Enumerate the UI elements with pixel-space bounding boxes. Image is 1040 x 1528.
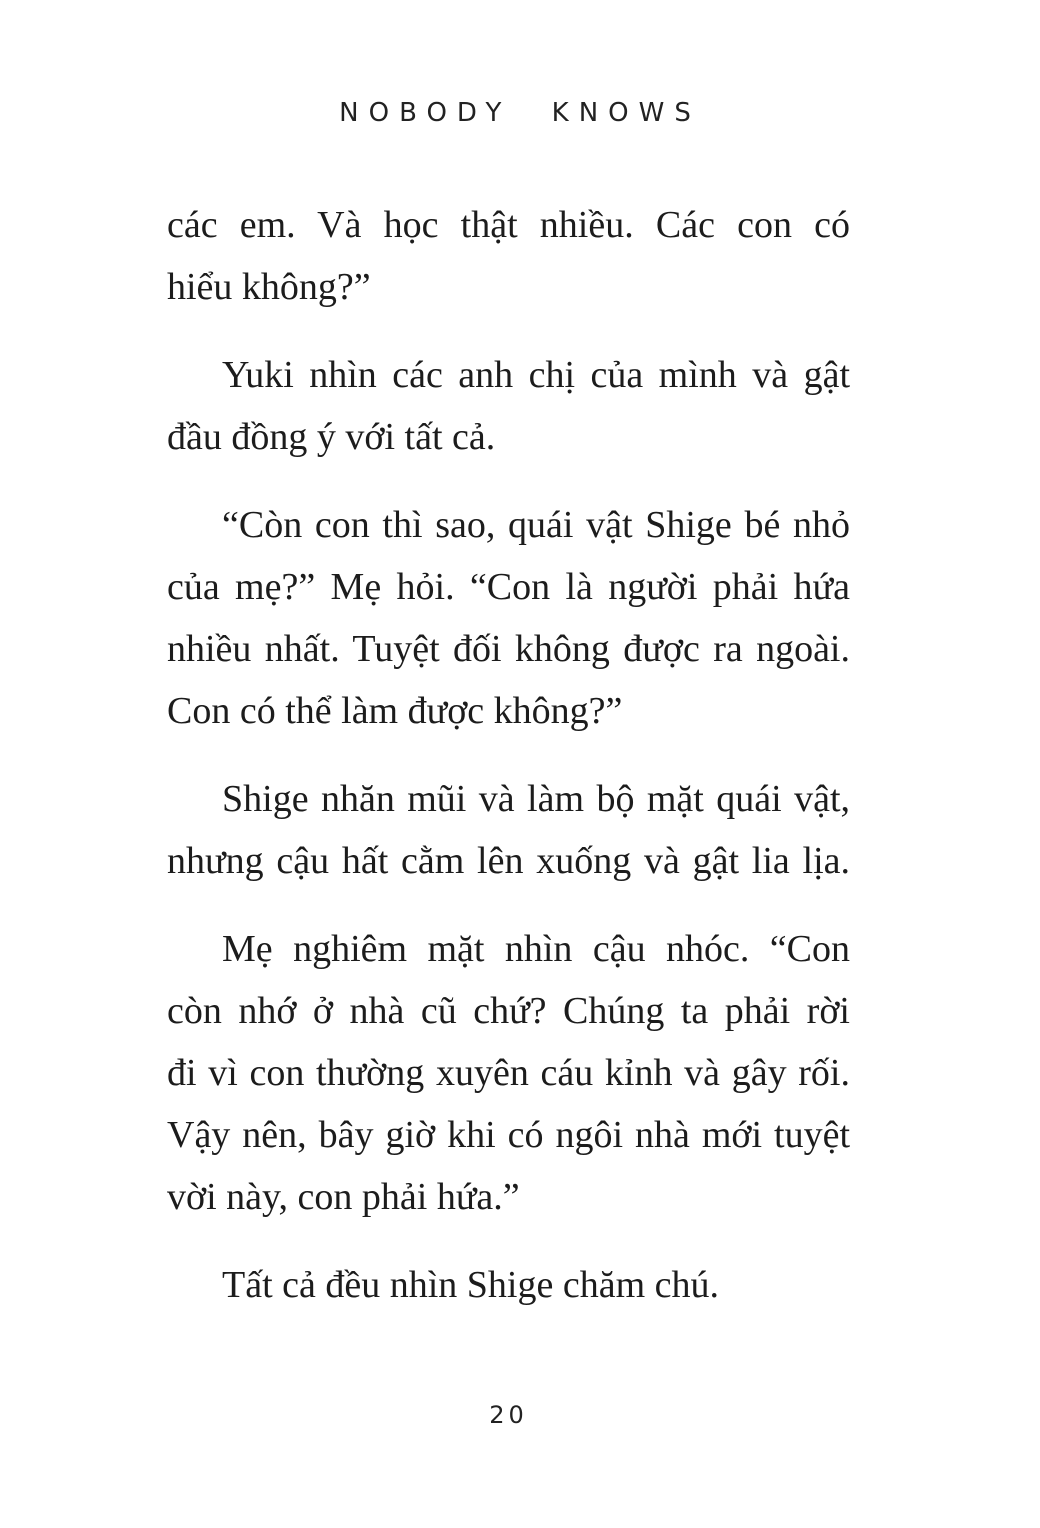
text-line: của mẹ?” Mẹ hỏi. “Con là người phải hứa xyxy=(167,566,850,608)
text-line: Tất cả đều nhìn Shige chăm chú. xyxy=(222,1264,720,1306)
paragraph xyxy=(167,1254,850,1316)
paragraph xyxy=(167,494,850,742)
page-number: 20 xyxy=(489,1401,528,1429)
paragraph xyxy=(167,768,850,892)
text-line: Yuki nhìn các anh chị của mình và gật xyxy=(222,354,850,396)
text-line: hiểu không?” xyxy=(167,266,371,308)
text-line: Con có thể làm được không?” xyxy=(167,690,623,732)
paragraph xyxy=(167,344,850,468)
text-line: Shige nhăn mũi và làm bộ mặt quái vật, xyxy=(222,778,850,820)
paragraph xyxy=(167,918,850,1228)
body-text xyxy=(167,194,850,1429)
text-line: nhiều nhất. Tuyệt đối không được ra ngoài. xyxy=(167,628,850,670)
text-line: đi vì con thường xuyên cáu kỉnh và gây rối. xyxy=(167,1052,850,1094)
text-line: còn nhớ ở nhà cũ chứ? Chúng ta phải rời xyxy=(167,990,850,1032)
text-line: vời này, con phải hứa.” xyxy=(167,1176,520,1218)
text-line: các em. Và học thật nhiều. Các con có xyxy=(167,204,850,246)
running-header: NOBODY KNOWS xyxy=(339,98,701,128)
text-line: Vậy nên, bây giờ khi có ngôi nhà mới tuyệt xyxy=(167,1114,850,1156)
text-line: “Còn con thì sao, quái vật Shige bé nhỏ xyxy=(222,504,850,546)
text-line: Mẹ nghiêm mặt nhìn cậu nhóc. “Con xyxy=(222,928,850,970)
text-line: đầu đồng ý với tất cả. xyxy=(167,416,496,458)
paragraph xyxy=(167,194,850,318)
text-line: nhưng cậu hất cằm lên xuống và gật lia lịa. xyxy=(167,840,850,882)
